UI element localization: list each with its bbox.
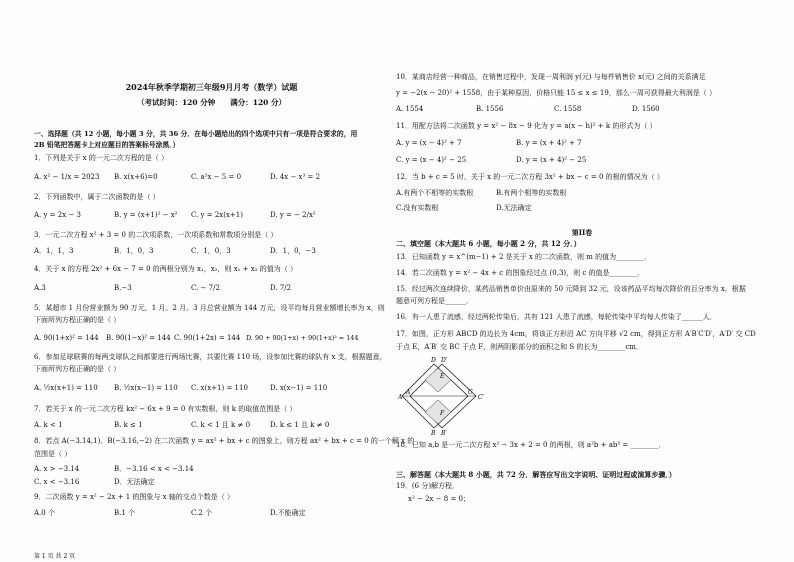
question-19-equation: x² − 2x − 8 = 0；: [408, 495, 471, 503]
q6-option-d: D. x(x−1) = 110: [270, 384, 328, 392]
question-7: 7．若关于 x 的一元二次方程 kx² − 6x + 9 = 0 有实数根，则 k 的取值范围是（ ）: [34, 405, 297, 413]
q10-option-a: A. 1554: [396, 105, 424, 113]
label-c: C: [468, 389, 473, 396]
q9-option-b: B.1 个: [114, 509, 136, 517]
square-translation-figure: [398, 356, 498, 436]
q12-option-c: C.没有实数根: [396, 204, 439, 212]
question-13: 13．已知函数 y = x^(m−1) + 2 是关于 x 的二次函数，则 m 的值为________．: [396, 253, 652, 261]
q4-option-a: A.3: [34, 284, 46, 292]
question-12: 12．当 b + c = 5 时，关于 x 的一元二次方程 3x² + bx − c = 0 的根的情况为（ ）: [396, 173, 664, 181]
q2-option-c: C. y = 2x(x+1): [191, 211, 243, 219]
exam-time-info: （考试时间：120 分钟 满分：120 分）: [136, 98, 287, 107]
q6-option-b: B. ½x(x−1) = 110: [114, 384, 178, 392]
question-5: 5．某超市 1 月份营业额为 90 万元，1 月、2 月、3 月总营业额为 144 万元，设平均每月营业额增长率为 x，则: [34, 304, 385, 312]
q10-option-b: B. 1556: [476, 105, 504, 113]
q9-option-a: A.0 个: [34, 509, 55, 517]
q5-option-a: A. 90(1+x)² = 144: [34, 334, 99, 342]
question-19: 19．(6 分)解方程．: [396, 482, 460, 490]
q2-option-a: A. y = 2x − 3: [34, 211, 81, 219]
label-a-prime: A′: [406, 389, 412, 396]
q7-option-d: D. k ≤ 1 且 k ≠ 0: [270, 421, 330, 429]
q8-option-c: C. x < −3.16: [34, 478, 80, 486]
question-2: 2．下列函数中，属于二次函数的是（ ）: [34, 193, 160, 201]
section-1-header: 一、选择题（共 12 小题，每小题 3 分，共 36 分．在每小题给出的四个选项中只有一项是符合要求的，用: [34, 130, 358, 138]
q4-option-c: C. − 7/2: [191, 284, 220, 292]
question-6: 6．参加足球联赛的每两支球队之间都要进行两场比赛，共要比赛 110 场，设参加比赛的球队有 x 支，根据题意，: [34, 353, 387, 361]
exam-title: 2024年秋季学期初三年级9月月考（数学）试题: [125, 82, 298, 92]
question-15-cont: 题意可列方程是______．: [396, 297, 473, 305]
question-8: 8．若点 A(−3.14,1)、B(−3.16,−2) 在二次函数 y = ax² + bx + c 的图象上，则方程 ax² + bx + c = 0 的一个解 x 的: [34, 437, 415, 445]
question-9: 9．二次函数 y = x² − 2x + 1 的图象与 x 轴的交点个数是（ ）: [34, 493, 235, 501]
question-18: 18．已知 a,b 是一元二次方程 x² − 3x + 2 = 0 的两根，则 a²b + ab² = ________．: [396, 441, 666, 449]
q4-option-d: D. 7/2: [270, 284, 292, 292]
shaded-region-top: [425, 368, 451, 392]
label-e: E: [440, 373, 445, 380]
question-16: 16．有一人患了流感，经过两轮传染后，共有 121 人患了流感，每轮传染中平均每人传染了______人．: [396, 313, 717, 321]
question-3: 3．一元二次方程 x² + 3 = 0 的二次项系数、一次项系数和常数项分别是（ ）: [34, 231, 278, 239]
question-14: 14．若二次函数 y = x² − 4x + c 的图象经过点 (0,3)，则 c 的值是________．: [396, 269, 645, 277]
q11-option-d: D. y = (x + 4)² − 25: [516, 156, 587, 164]
question-5-cont: 下面所列方程正确的是（ ）: [34, 316, 121, 324]
q9-option-d: D.不能确定: [270, 509, 306, 517]
question-17: 17．如图，正方形 ABCD 的边长为 4cm，将该正方形沿 AC 方向平移 √2 cm，得到正方形 A′B′C′D′，A′D′ 交 CD: [396, 330, 756, 338]
q3-option-d: D．1，0，−3: [270, 247, 316, 255]
label-f: F: [440, 410, 445, 417]
q12-option-a: A.有两个不相等的实数根: [396, 189, 474, 197]
section-1-header-cont: 2B 铅笔把答题卡上对应题目的答案标号涂黑．）: [34, 141, 180, 149]
shaded-region-bottom: [425, 400, 451, 424]
q7-option-c: C. k < 1 且 k ≠ 0: [191, 421, 251, 429]
q1-option-b: B. x(x+6)=0: [114, 173, 158, 181]
question-17-cont: 于点 E，A′B′ 交 BC 于点 F，则两阴影部分的面积之和 S 的长为________cm．: [396, 343, 643, 351]
q1-option-c: C. a²x − 5 = 0: [191, 173, 242, 181]
q6-option-c: C. x(x+1) = 110: [191, 384, 248, 392]
section-3-header: 三、解答题（本大题共 8 小题，共 72 分．解答应写出文字说明、证明过程或演算步骤．）: [396, 470, 676, 479]
q6-option-a: A. ½x(x+1) = 110: [34, 384, 98, 392]
question-15: 15．经过两次连续降价，某药品销售单价由原来的 50 元降到 32 元，设该药品平均每次降价的百分率为 x，根据: [396, 285, 746, 293]
q11-option-a: A. y = (x − 4)² + 7: [396, 139, 462, 147]
question-11: 11．用配方法将二次函数 y = x² − 8x − 9 化为 y = a(x − h)² + k 的形式为（ ）: [396, 122, 657, 130]
label-c-prime: C′: [478, 394, 484, 401]
q7-option-a: A. k < 1: [34, 421, 63, 429]
question-6-cont: 下面所列方程正确的是（ ）: [34, 365, 121, 373]
q5-option-c: C. 90(1+2x) = 144: [174, 334, 241, 342]
q11-option-c: C. y = (x − 4)² − 25: [396, 156, 467, 164]
label-d: D: [431, 357, 436, 364]
question-10-cont: y = −2(x − 20)² + 1558，由于某种原因，价格只能 15 ≤ x ≤ 19，那么一周可获得最大利润是（ ）: [396, 89, 716, 97]
q7-option-b: B. k ≤ 1: [114, 421, 143, 429]
q12-option-b: B.有两个相等的实数根: [496, 189, 567, 197]
q4-option-b: B.−3: [114, 284, 132, 292]
page-footer: 第 1 页 共 2 页: [34, 553, 76, 560]
q2-option-d: D. y = − 2/x²: [270, 211, 316, 219]
question-4: 4．关于 x 的方程 2x² + 6x − 7 = 0 的两根分别为 x₁，x₂，则 x₁ + x₂ 的值为（ ）: [34, 265, 297, 273]
q8-option-b: B．−3.16 < x < −3.14: [114, 465, 194, 473]
q3-option-b: B．1，0，3: [114, 247, 154, 255]
part-2-title: 第II卷: [571, 228, 593, 237]
question-10: 10．某商店经营一种商品，在销售过程中，发现一周利润 y(元) 与每件销售价 x(元) 之间的关系满足: [396, 73, 706, 81]
question-8-cont: 范围是（ ）: [34, 450, 72, 458]
q3-option-a: A．1，1，3: [34, 247, 74, 255]
section-2-header: 二、填空题（本大题共 6 小题，每小题 2 分，共 12 分．）: [396, 239, 581, 248]
label-b-prime: B′: [441, 430, 447, 436]
label-d-prime: D′: [441, 357, 448, 364]
q9-option-c: C.2 个: [191, 509, 213, 517]
label-b: B: [431, 430, 436, 436]
q11-option-b: B. y = (x + 4)² + 7: [516, 139, 582, 147]
q2-option-b: B. y = (x+1)² − x²: [114, 211, 178, 219]
q8-option-a: A. x > −3.14: [34, 465, 80, 473]
q8-option-d: D．无法确定: [114, 478, 155, 486]
q1-option-d: D. 4x − x³ = 2: [270, 173, 321, 181]
q5-option-b: B. 90(1−x)² = 144: [106, 334, 171, 342]
q5-option-d: D. 90 + 90(1+x) + 90(1+x)² = 144: [246, 334, 359, 342]
q12-option-d: D.无法确定: [496, 204, 532, 212]
q10-option-d: D. 1560: [632, 105, 660, 113]
q1-option-a: A. x² − 1/x = 2023: [34, 173, 100, 181]
q10-option-c: C. 1558: [554, 105, 582, 113]
label-a: A: [398, 394, 403, 401]
question-1: 1．下列是关于 x 的一元二次方程的是（ ）: [34, 154, 169, 162]
q3-option-c: C．1，0，3: [191, 247, 231, 255]
